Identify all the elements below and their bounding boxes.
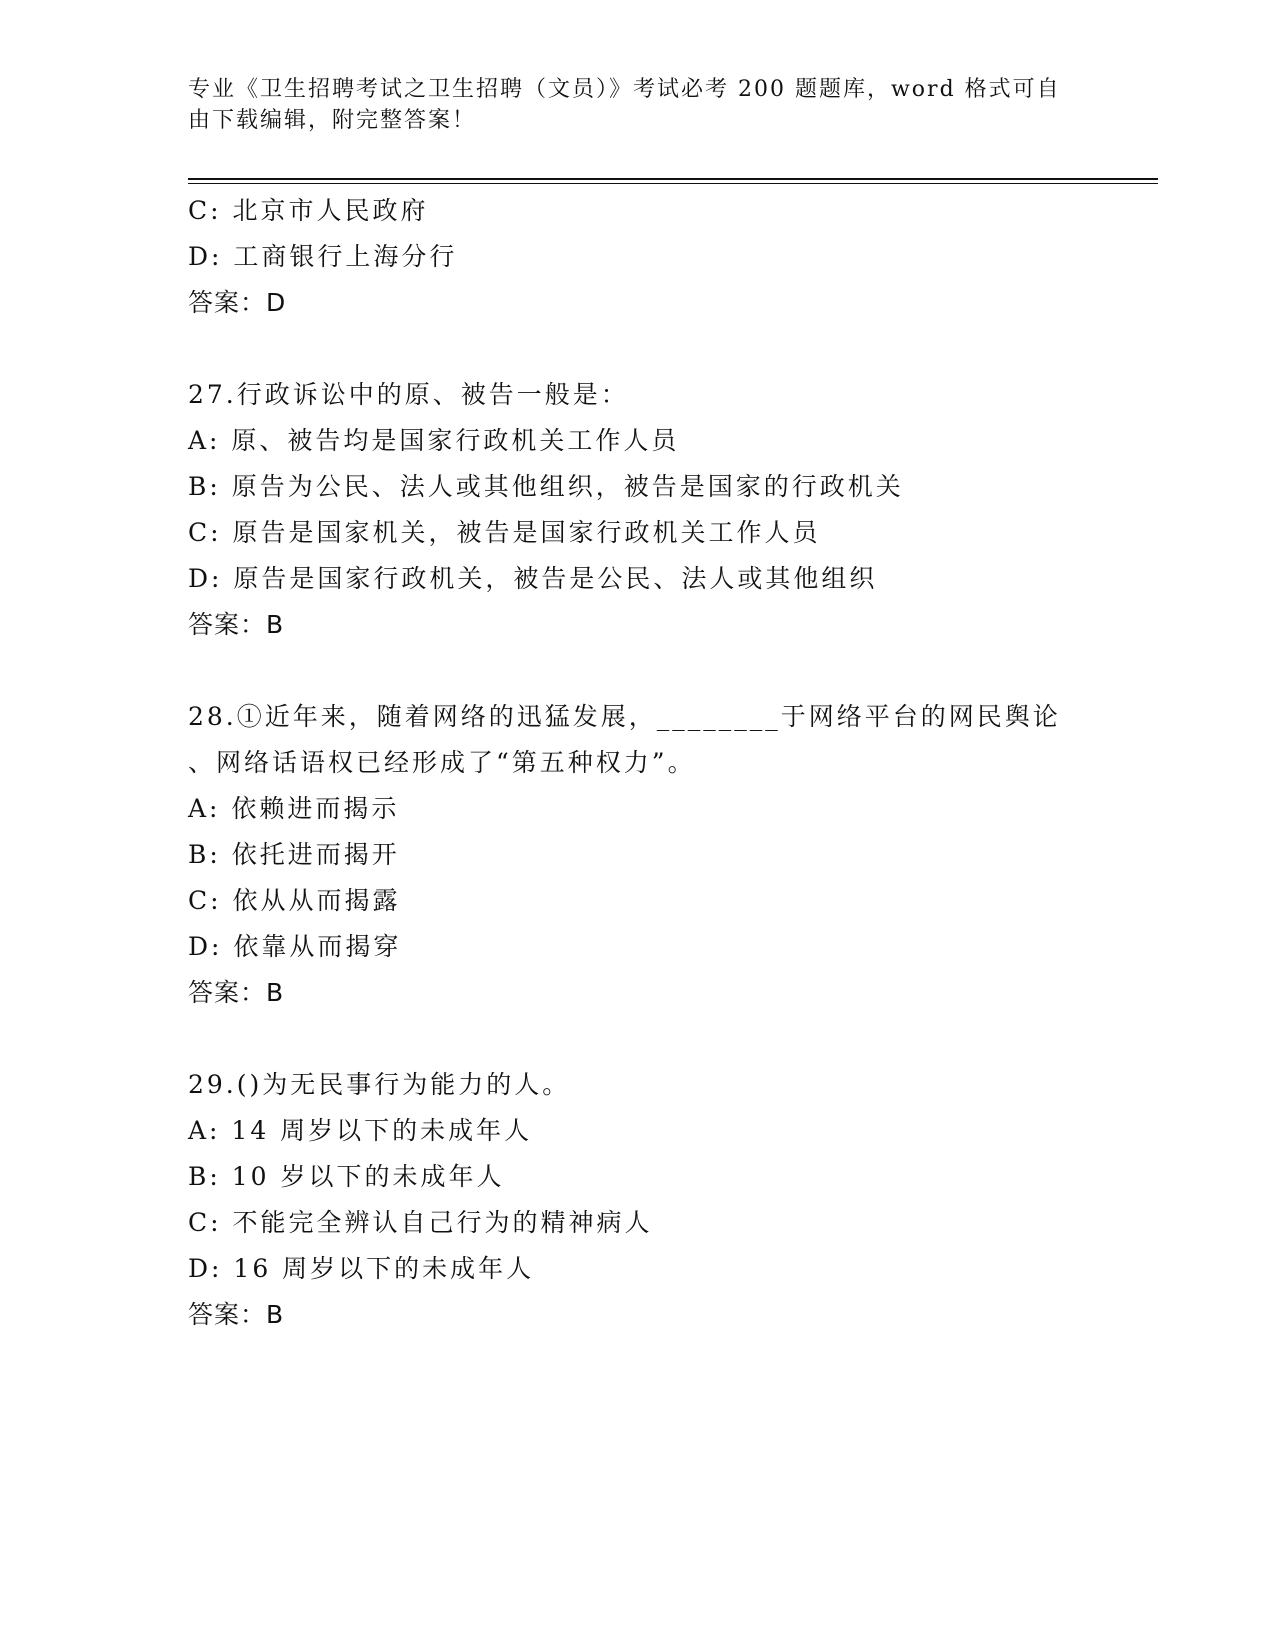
question-stem-28-line2: 、网络话语权已经形成了“第五种权力”。 xyxy=(188,748,696,777)
option-c: C: 北京市人民政府 xyxy=(188,196,429,225)
document-header: 专业《卫生招聘考试之卫生招聘（文员）》考试必考 200 题题库，word 格式可自由下载编辑，附完整答案！ xyxy=(188,77,1061,133)
option-b: B: 原告为公民、法人或其他组织，被告是国家的行政机关 xyxy=(188,472,904,501)
option-c: C: 不能完全辨认自己行为的精神病人 xyxy=(188,1208,653,1237)
option-a: A: 14 周岁以下的未成年人 xyxy=(188,1116,533,1145)
option-b: B: 10 岁以下的未成年人 xyxy=(188,1162,505,1191)
spacer xyxy=(188,1016,1088,1062)
option-a: A: 依赖进而揭示 xyxy=(188,794,400,823)
option-d: D: 16 周岁以下的未成年人 xyxy=(188,1254,535,1283)
option-c: C: 依从从而揭露 xyxy=(188,886,401,915)
option-b: B: 依托进而揭开 xyxy=(188,840,400,869)
option-c: C: 原告是国家机关，被告是国家行政机关工作人员 xyxy=(188,518,821,547)
option-d: D: 依靠从而揭穿 xyxy=(188,932,402,961)
question-stem-29: 29.()为无民事行为能力的人。 xyxy=(188,1070,571,1099)
option-a: A: 原、被告均是国家行政机关工作人员 xyxy=(188,426,680,455)
question-stem-28-line1: 28.①近年来，随着网络的迅猛发展，________于网络平台的网民舆论 xyxy=(188,702,1061,731)
spacer xyxy=(188,648,1088,694)
option-d: D: 原告是国家行政机关，被告是公民、法人或其他组织 xyxy=(188,564,878,593)
spacer xyxy=(188,326,1088,372)
document-body xyxy=(188,188,1088,1338)
header-rule-thick xyxy=(188,178,1158,180)
question-stem-27: 27.行政诉讼中的原、被告一般是： xyxy=(188,380,629,409)
answer-line: 答案：B xyxy=(188,978,285,1007)
answer-line: 答案：D xyxy=(188,288,287,317)
option-d: D: 工商银行上海分行 xyxy=(188,242,458,271)
answer-line: 答案：B xyxy=(188,610,285,639)
answer-line: 答案：B xyxy=(188,1300,285,1329)
header-rule-thin xyxy=(188,183,1158,184)
